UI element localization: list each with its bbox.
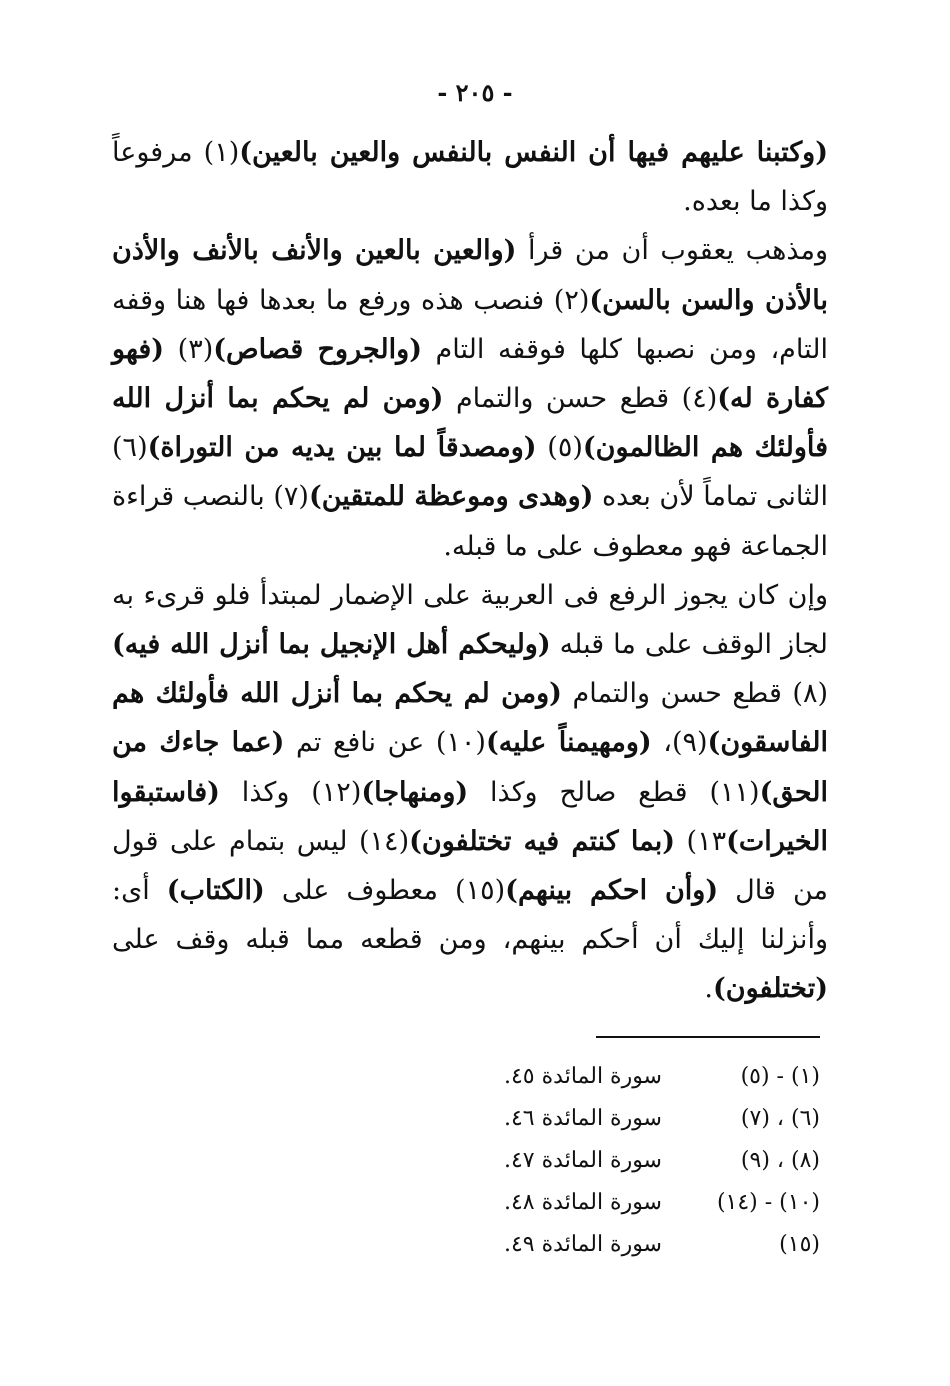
quran-quote: (والعين بالعين والأنف بالأنف والأذن بالأذن والسن بالسن)	[112, 235, 828, 316]
text-segment: (١) مرفوعاً وكذا ما بعده.	[112, 137, 828, 218]
quran-quote: (فهو كفارة له)	[112, 333, 828, 415]
text-segment: (٢) فنصب هذه ورفع ما بعدها فها هنا وقفه التام، ومن نصبها كلها فوقفه التام	[112, 284, 828, 365]
footnote-ref: (١٥)	[779, 1232, 820, 1257]
quran-quote: (ومصدقاً لما بين يديه من التوراة)	[147, 432, 537, 464]
footnote-source: سورة المائدة ٤٨.	[503, 1190, 662, 1215]
footnote-row	[480, 1140, 820, 1182]
quran-quote: (ومنهاجا)	[361, 776, 469, 808]
quran-quote: (وأن احكم بينهم)	[505, 875, 719, 907]
quran-quote: (بما كنتم فيه تختلفون)	[409, 825, 676, 857]
text-segment: (١٥) معطوف على	[264, 875, 506, 907]
quran-quote: (الكتاب)	[166, 875, 265, 907]
quran-quote: (تختلفون)	[712, 973, 828, 1005]
footnote-source: سورة المائدة ٤٦.	[503, 1106, 662, 1131]
paragraph-3	[112, 571, 828, 1014]
quran-quote: (وهدى وموعظة للمتقين)	[308, 481, 594, 513]
text-segment: (١٢) وكذا	[219, 776, 362, 808]
footnote-source: سورة المائدة ٤٧.	[503, 1148, 662, 1173]
footnote-divider	[596, 1036, 820, 1038]
text-segment: (٤) قطع حسن والتمام	[443, 383, 718, 415]
text-segment: (٥)	[536, 432, 583, 464]
text-segment: .	[704, 973, 713, 1005]
text-segment: وإن كان يجوز الرفع فى العربية على الإضمار لمبتدأ فلو قرىء به لجاز الوقف على ما قبله	[112, 579, 829, 661]
paragraph-1	[112, 128, 828, 226]
footnote-row	[480, 1224, 820, 1266]
quran-quote: (عما جاءك من الحق)	[112, 727, 829, 808]
body-text	[112, 128, 828, 1014]
quran-quote: (ومن لم يحكم بما أنزل الله فأولئك هم الظالمون)	[112, 383, 828, 464]
footnote-row	[480, 1098, 820, 1140]
quran-quote: (والجروح قصاص)	[213, 333, 422, 365]
page-number: - ٢٠٥ -	[437, 78, 513, 107]
quran-quote: (فاستبقوا الخيرات)	[112, 776, 828, 857]
text-segment: (١٤) ليس بتمام على قول من قال	[112, 825, 828, 907]
text-segment: (٣)	[164, 333, 214, 365]
footnote-ref: (١) - (٥)	[740, 1064, 820, 1089]
quran-quote: (ومن لم يحكم بما أنزل الله فأولئك هم الفاسقون)	[112, 678, 828, 759]
footnote-source: سورة المائدة ٤٥.	[503, 1064, 662, 1089]
footnote-ref: (١٠) - (١٤)	[716, 1190, 820, 1215]
footnote-row	[480, 1056, 820, 1098]
quran-quote: (وليحكم أهل الإنجيل بما أنزل الله فيه)	[112, 629, 551, 661]
text-segment: أى: وأنزلنا إليك أن أحكم بينهم، ومن قطعه مما قبله وقف على	[112, 875, 828, 956]
text-segment: (٩)،	[651, 727, 708, 759]
text-segment: (٧) بالنصب قراءة الجماعة فهو معطوف على ما قبله.	[112, 481, 828, 562]
text-segment: ومذهب يعقوب أن من قرأ	[516, 235, 829, 267]
footnote-ref: (٦) ، (٧)	[740, 1106, 820, 1131]
footnote-source: سورة المائدة ٤٩.	[503, 1232, 662, 1257]
text-segment: ١٣)	[675, 825, 727, 857]
paragraph-2	[112, 226, 828, 570]
text-segment: (١٠) عن نافع تم	[284, 727, 486, 759]
footnote-ref: (٨) ، (٩)	[740, 1148, 820, 1173]
text-segment: (٦) الثانى تماماً لأن بعده	[112, 432, 828, 513]
footnote-row	[480, 1182, 820, 1224]
quran-quote: (وكتبنا عليهم فيها أن النفس بالنفس والعين بالعين)	[239, 137, 828, 168]
quran-quote: (ومهيمناً عليه)	[485, 727, 652, 759]
footnotes	[480, 1056, 820, 1266]
text-segment: (٨) قطع حسن والتمام	[561, 678, 828, 710]
text-segment: (١١) قطع صالح وكذا	[468, 776, 760, 808]
